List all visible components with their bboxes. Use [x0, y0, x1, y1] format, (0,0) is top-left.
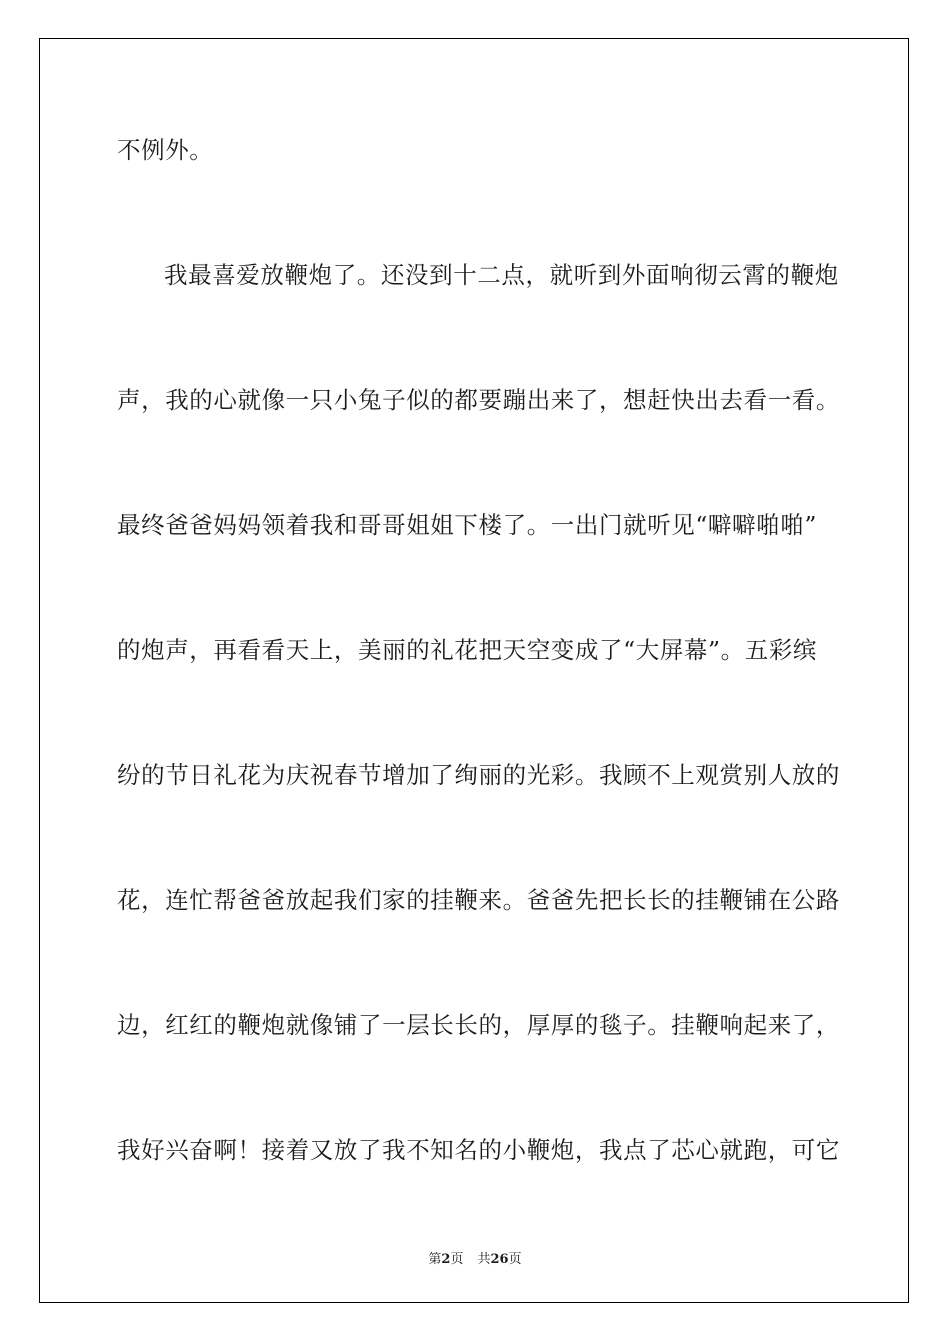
- text-line-content: 我最喜爱放鞭炮了。还没到十二点，就听到外面响彻云霄的鞭炮: [164, 261, 839, 289]
- text-line: 边，红红的鞭炮就像铺了一层长长的，厚厚的毯子。挂鞭响起来了，: [117, 1011, 840, 1039]
- text-line: 声，我的心就像一只小兔子似的都要蹦出来了，想赶快出去看一看。: [117, 386, 840, 414]
- page-prefix: 第: [428, 1252, 442, 1267]
- text-line: 纷的节日礼花为庆祝春节增加了绚丽的光彩。我顾不上观赏别人放的: [117, 761, 840, 789]
- total-prefix: 共: [477, 1252, 491, 1267]
- page-footer: [0, 1248, 950, 1267]
- page-border: [39, 38, 909, 1303]
- page-number: 2: [441, 1252, 451, 1267]
- text-line: 最终爸爸妈妈领着我和哥哥姐姐下楼了。一出门就听见“噼噼啪啪”: [117, 511, 818, 539]
- total-pages: 26: [490, 1252, 509, 1267]
- total-suffix: 页: [508, 1252, 522, 1267]
- text-line: 我好兴奋啊！接着又放了我不知名的小鞭炮，我点了芯心就跑，可它: [117, 1136, 840, 1164]
- text-line-paragraph-start: [117, 261, 837, 289]
- page-suffix: 页: [450, 1252, 464, 1267]
- text-line: 的炮声，再看看天上，美丽的礼花把天空变成了“大屏幕”。五彩缤: [117, 636, 818, 664]
- text-line: 不例外。: [117, 136, 214, 164]
- text-line: 花，连忙帮爸爸放起我们家的挂鞭来。爸爸先把长长的挂鞭铺在公路: [117, 886, 840, 914]
